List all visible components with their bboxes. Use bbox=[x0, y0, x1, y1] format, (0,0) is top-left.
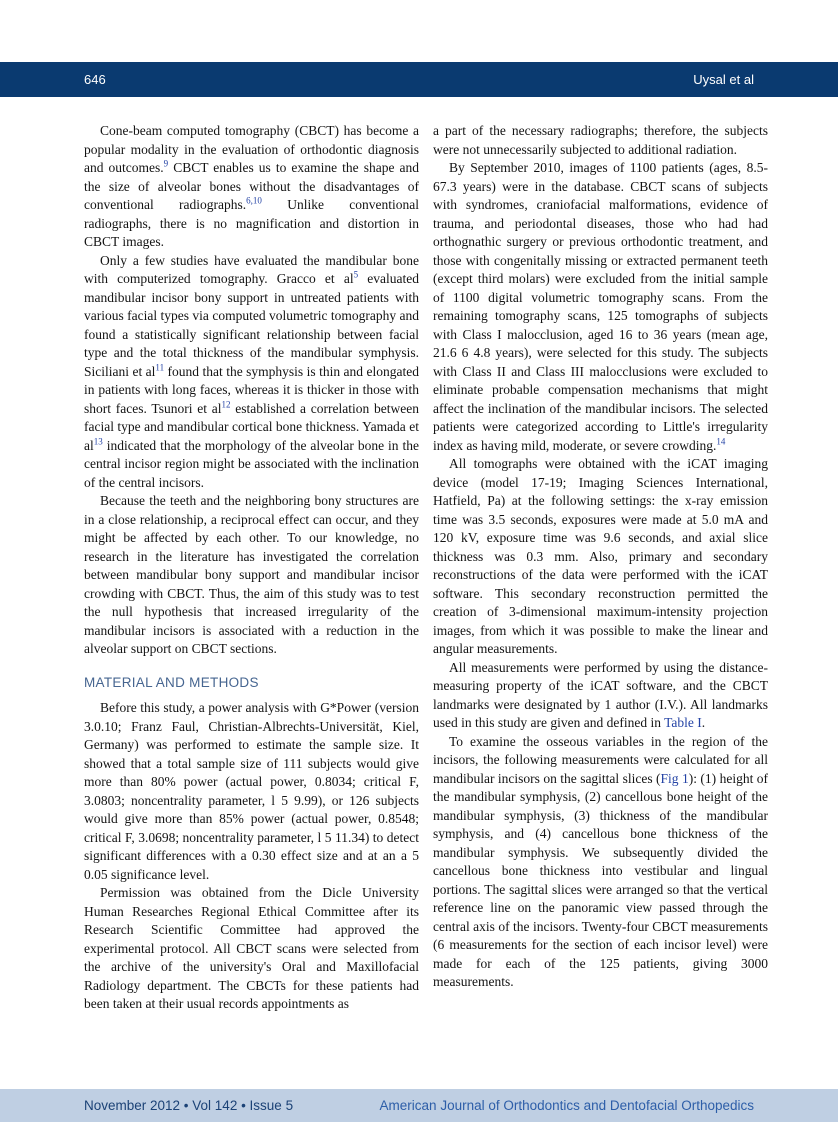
paragraph bbox=[84, 699, 419, 884]
text-run: CBCT enables us to examine the shape and the size of alveolar bones without the disadvantages of conventional radiographs. bbox=[84, 160, 419, 212]
article-body bbox=[84, 122, 768, 1082]
paragraph bbox=[433, 159, 768, 455]
cross-reference-link[interactable]: Fig 1 bbox=[660, 770, 689, 786]
column-right bbox=[433, 122, 768, 1082]
paragraph bbox=[84, 884, 419, 1014]
section-heading: MATERIAL AND METHODS bbox=[84, 674, 259, 690]
paragraph bbox=[433, 455, 768, 659]
text-run: . bbox=[701, 715, 706, 730]
text-run: Because the teeth and the neighboring bony structures are in a close relationship, a reciprocal effect can occur, and they might be affected by each other. To our knowledge, no research in the literature has investigated the correlation between mandibular bony support and mandibular incisor crowding with CBCT. Thus, the aim of this study was to test the null hypothesis that increased irregularity of the mandibular incisors is associated with a reduction in the alveolar support on CBCT sections. bbox=[84, 493, 419, 656]
journal-name: American Journal of Orthodontics and Dentofacial Orthopedics bbox=[379, 1098, 754, 1113]
paragraph bbox=[433, 659, 768, 733]
text-run: found that the symphysis is thin and elongated in patients with long faces, whereas it is thicker in those with short faces. Tsunori et al bbox=[84, 363, 419, 416]
reference-superscript-link[interactable]: 6,10 bbox=[246, 195, 262, 206]
page-number: 646 bbox=[84, 72, 106, 87]
text-run: By September 2010, images of 1100 patients (ages, 8.5-67.3 years) were in the database. CBCT scans of subjects with syndromes, craniofacial malformations, evidence of trauma, and periodontal diseases, those who had had orthognathic surgery or previous orthodontic treatment, and those with congenitally missing or extracted permanent teeth (except third molars) were excluded from the initial sample of 1100 digital volumetric tomography scans. From the remaining tomography scans, 125 tomographs of subjects with Class I malocclusion, aged 16 to 36 years (mean age, 21.6 6 4.8 years), were selected for this study. The subjects with Class II and Class III malocclusions were excluded to eliminate probable compensation mechanisms that might affect the inclination of the mandibular incisors. The selected patients were categorized according to Little's irregularity index as having mild, moderate, or severe crowding. bbox=[433, 160, 768, 453]
paragraph bbox=[433, 122, 768, 159]
text-run: Cone-beam computed tomography (CBCT) has become a popular modality in the evaluation of orthodontic diagnosis and outcomes. bbox=[84, 123, 419, 175]
text-run: All tomographs were obtained with the iCAT imaging device (model 17-19; Imaging Sciences International, Hatfield, Pa) at the following settings: the x-ray emission time was 3.5 seconds, exposures were made at 5.0 mA and 120 kV, exposure time was 9.6 seconds, and axial slice thickness was 0.3 mm. Also, primary and secondary reconstructions of the data were performed with the iCAT software. This secondary reconstruction permitted the creation of 3-dimensional maximum-intensity projection images, from which it was possible to make the linear and angular measurements. bbox=[433, 456, 768, 656]
page-header bbox=[0, 62, 838, 97]
text-run: ): (1) height of the mandibular symphysis, (2) cancellous bone height of the mandibular symphysis, (3) thickness of the mandibular symphysis, and (4) cancellous bone thickness of the mandibular symphysis. We subsequently divided the cancellous bone thickness into vestibular and lingual portions. The sagittal slices were arranged so that the vertical reference line on the panoramic view passed through the central axis of the incisors. Twenty-four CBCT measurements (6 measurements for the section of each incisor level) were made for each of the 125 patients, giving 3000 measurements. bbox=[433, 770, 768, 989]
text-run: To examine the osseous variables in the region of the incisors, the following measurements were calculated for all mandibular incisors on the sagittal slices ( bbox=[433, 733, 768, 786]
text-run: All measurements were performed by using the distance-measuring property of the iCAT software, and the CBCT landmarks were designated by 1 author (I.V.). All landmarks used in this study are given and defined in bbox=[433, 659, 768, 730]
page-footer bbox=[0, 1089, 838, 1122]
text-run: indicated that the morphology of the alveolar bone in the central incisor region might be associated with the inclination of the central incisors. bbox=[84, 437, 419, 490]
reference-superscript-link[interactable]: 5 bbox=[353, 269, 359, 280]
reference-superscript-link[interactable]: 13 bbox=[93, 436, 103, 446]
running-head: Uysal et al bbox=[693, 72, 754, 87]
reference-superscript-link[interactable]: 9 bbox=[163, 158, 169, 169]
text-run: Permission was obtained from the Dicle University Human Researches Regional Ethical Committee after its Research Scientific Committee had approved the experimental protocol. All CBCT scans were selected from the archive of the university's Oral and Maxillofacial Radiology department. The CBCTs for these patients had been taken at their usual records appointments as bbox=[84, 885, 419, 1011]
text-run: established a correlation between facial type and mandibular cortical bone thickness. Yamada et al bbox=[84, 400, 419, 453]
paragraph bbox=[433, 733, 768, 992]
reference-superscript-link[interactable]: 12 bbox=[221, 399, 231, 409]
reference-superscript-link[interactable]: 11 bbox=[155, 362, 165, 372]
text-run: Before this study, a power analysis with G*Power (version 3.0.10; Franz Faul, Christian-Albrechts-Universität, Kiel, Germany) was performed to estimate the sample size. It showed that a total sample size of 111 subjects would give more than 80% power (actual power, 0.8034; critical F, 3.0803; noncentrality parameter, l 5 9.99), or 126 subjects would give more than 85% power (actual power, 0.8548; critical F, 3.0698; noncentrality parameter, l 5 11.34) to detect significant differences with a 0.30 effect size and at an a 5 0.05 significance level. bbox=[84, 700, 419, 882]
issue-info: November 2012 • Vol 142 • Issue 5 bbox=[84, 1098, 294, 1113]
text-run: Unlike conventional radiographs, there is no magnification and distortion in CBCT images. bbox=[84, 197, 419, 249]
paragraph bbox=[84, 492, 419, 659]
reference-superscript-link[interactable]: 14 bbox=[716, 436, 726, 446]
paragraph bbox=[84, 122, 419, 252]
text-run: evaluated mandibular incisor bony support in untreated patients with various facial types via computed volumetric tomography and found a statistically significant relationship between facial type and the total thickness of the mandibular symphysis. Siciliani et al bbox=[84, 271, 419, 379]
paragraph bbox=[84, 252, 419, 493]
cross-reference-link[interactable]: Table I bbox=[664, 715, 702, 730]
text-run: Only a few studies have evaluated the mandibular bone with computerized tomography. Gracco et al bbox=[84, 252, 419, 286]
text-run: a part of the necessary radiographs; therefore, the subjects were not unnecessarily subjected to additional radiation. bbox=[433, 123, 768, 157]
column-left bbox=[84, 122, 419, 1082]
